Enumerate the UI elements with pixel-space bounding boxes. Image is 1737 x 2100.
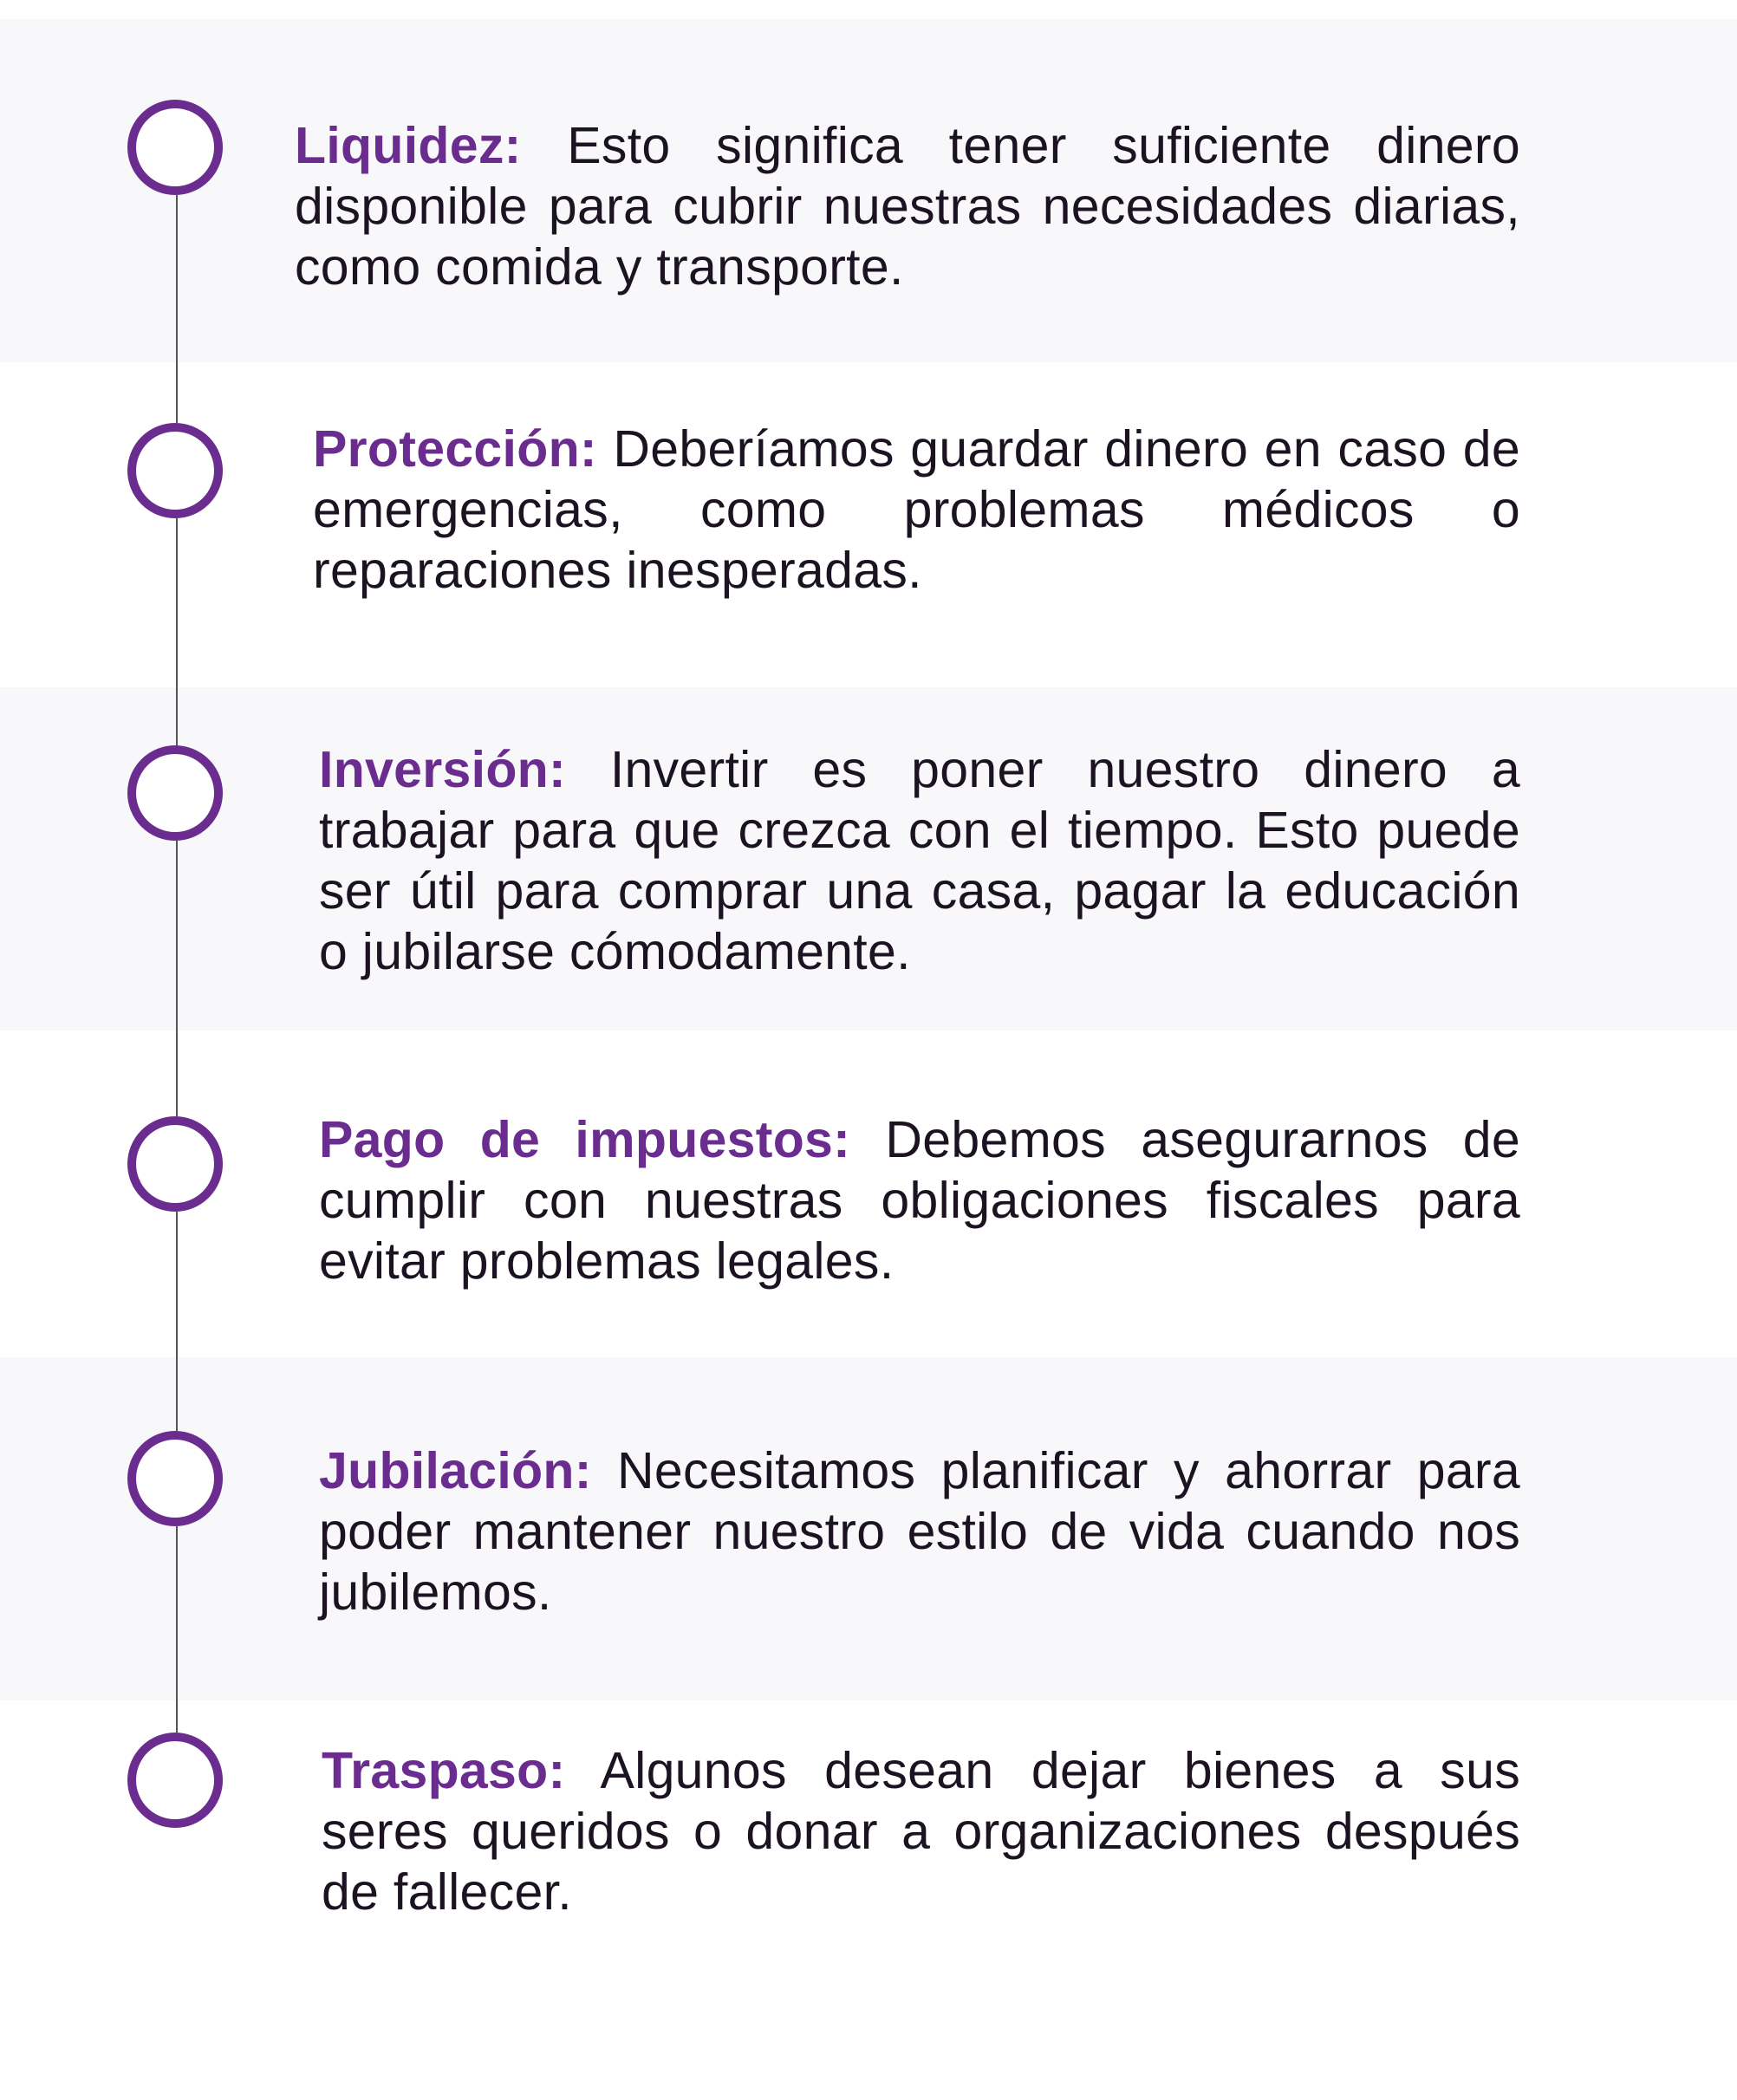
item-title: Traspaso:: [322, 1742, 566, 1799]
item-title: Liquidez:: [295, 117, 522, 174]
timeline-item-pago-impuestos: [319, 1109, 1520, 1291]
timeline-item-jubilacion: [319, 1440, 1520, 1622]
timeline-connector: [176, 195, 178, 423]
timeline-circle-icon: [127, 1431, 223, 1526]
item-body: Debemos asegurarnos de cumplir con nuestras obligaciones fiscales para evitar problemas legales.: [319, 1111, 1520, 1290]
timeline-circle-icon: [127, 100, 223, 195]
timeline-item-proteccion: [313, 419, 1520, 601]
item-title: Jubilación:: [319, 1442, 592, 1499]
timeline-item-traspaso: [322, 1740, 1520, 1922]
timeline-circle-icon: [127, 423, 223, 518]
timeline-circle-icon: [127, 745, 223, 841]
item-body: Invertir es poner nuestro dinero a trabajar para que crezca con el tiempo. Esto puede ser útil para comprar una casa, pagar la educación o jubilarse cómodamente.: [319, 741, 1520, 980]
timeline-connector: [176, 1212, 178, 1431]
item-title: Inversión:: [319, 741, 566, 798]
item-title: Protección:: [313, 420, 597, 478]
item-body: Algunos desean dejar bienes a sus seres queridos o donar a organizaciones después de fallecer.: [322, 1742, 1520, 1921]
item-body: Necesitamos planificar y ahorrar para poder mantener nuestro estilo de vida cuando nos jubilemos.: [319, 1442, 1520, 1621]
timeline-item-inversion: [319, 739, 1520, 982]
item-title: Pago de impuestos:: [319, 1111, 851, 1168]
item-body: Deberíamos guardar dinero en caso de emergencias, como problemas médicos o reparaciones inesperadas.: [313, 420, 1520, 599]
timeline-circle-icon: [127, 1116, 223, 1212]
timeline-item-liquidez: [295, 115, 1520, 297]
timeline-connector: [176, 1526, 178, 1733]
timeline-connector: [176, 841, 178, 1116]
item-body: Esto significa tener suficiente dinero disponible para cubrir nuestras necesidades diarias, como comida y transporte.: [295, 117, 1520, 296]
timeline-connector: [176, 518, 178, 746]
timeline-circle-icon: [127, 1733, 223, 1828]
